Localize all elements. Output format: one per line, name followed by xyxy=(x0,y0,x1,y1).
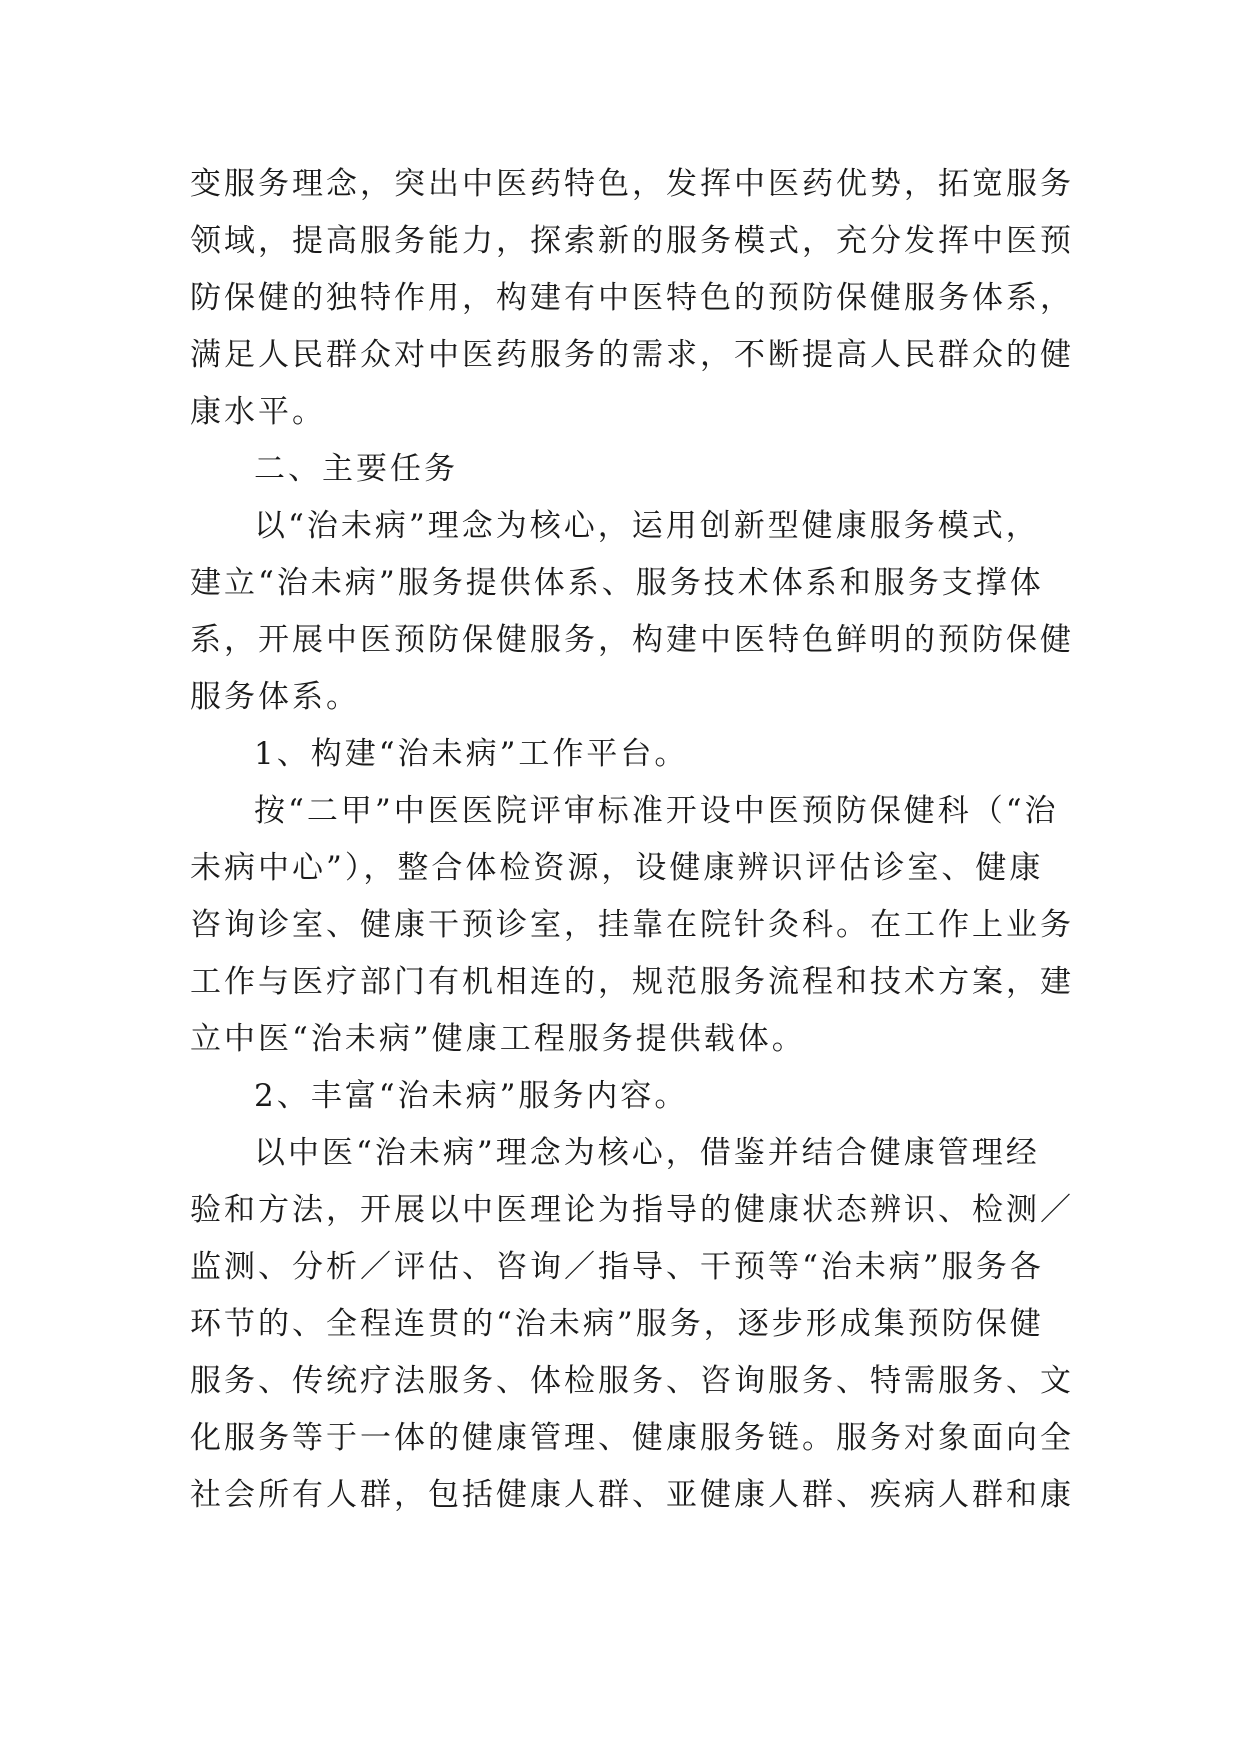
text-line-5: 康水平。 xyxy=(190,394,326,430)
text-line-23: 化服务等于一体的健康管理、健康服务链。服务对象面向全 xyxy=(190,1420,1074,1456)
text-line-8: 建立“治未病”服务提供体系、服务技术体系和服务支撑体 xyxy=(190,565,1044,601)
text-line-10: 服务体系。 xyxy=(190,679,360,715)
subheading-1: 1、构建“治未病”工作平台。 xyxy=(254,736,689,772)
text-line-1: 变服务理念，突出中医药特色，发挥中医药优势，拓宽服务 xyxy=(190,166,1074,202)
text-line-9: 系，开展中医预防保健服务，构建中医特色鲜明的预防保健 xyxy=(190,622,1074,658)
text-line-24: 社会所有人群，包括健康人群、亚健康人群、疾病人群和康 xyxy=(190,1477,1074,1513)
text-line-3: 防保健的独特作用，构建有中医特色的预防保健服务体系， xyxy=(190,280,1074,316)
text-line-20: 监测、分析／评估、咨询／指导、干预等“治未病”服务各 xyxy=(190,1249,1044,1285)
text-line-4: 满足人民群众对中医药服务的需求，不断提高人民群众的健 xyxy=(190,337,1074,373)
text-line-19: 验和方法，开展以中医理论为指导的健康状态辨识、检测／ xyxy=(190,1192,1074,1228)
text-line-7: 以“治未病”理念为核心，运用创新型健康服务模式， xyxy=(254,508,1040,544)
subheading-2: 2、丰富“治未病”服务内容。 xyxy=(254,1078,689,1114)
text-line-21: 环节的、全程连贯的“治未病”服务，逐步形成集预防保健 xyxy=(190,1306,1044,1342)
text-line-22: 服务、传统疗法服务、体检服务、咨询服务、特需服务、文 xyxy=(190,1363,1074,1399)
document-body xyxy=(190,156,1074,1524)
text-line-12: 按“二甲”中医医院评审标准开设中医预防保健科（“治 xyxy=(254,793,1059,829)
text-line-2: 领域，提高服务能力，探索新的服务模式，充分发挥中医预 xyxy=(190,223,1074,259)
text-line-18: 以中医“治未病”理念为核心，借鉴并结合健康管理经 xyxy=(254,1135,1040,1171)
text-line-16: 立中医“治未病”健康工程服务提供载体。 xyxy=(190,1021,806,1057)
text-line-15: 工作与医疗部门有机相连的，规范服务流程和技术方案，建 xyxy=(190,964,1074,1000)
text-line-13: 未病中心”），整合体检资源，设健康辨识评估诊室、健康 xyxy=(190,850,1044,886)
text-line-14: 咨询诊室、健康干预诊室，挂靠在院针灸科。在工作上业务 xyxy=(190,907,1074,943)
section-heading-main-tasks: 二、主要任务 xyxy=(254,451,458,487)
